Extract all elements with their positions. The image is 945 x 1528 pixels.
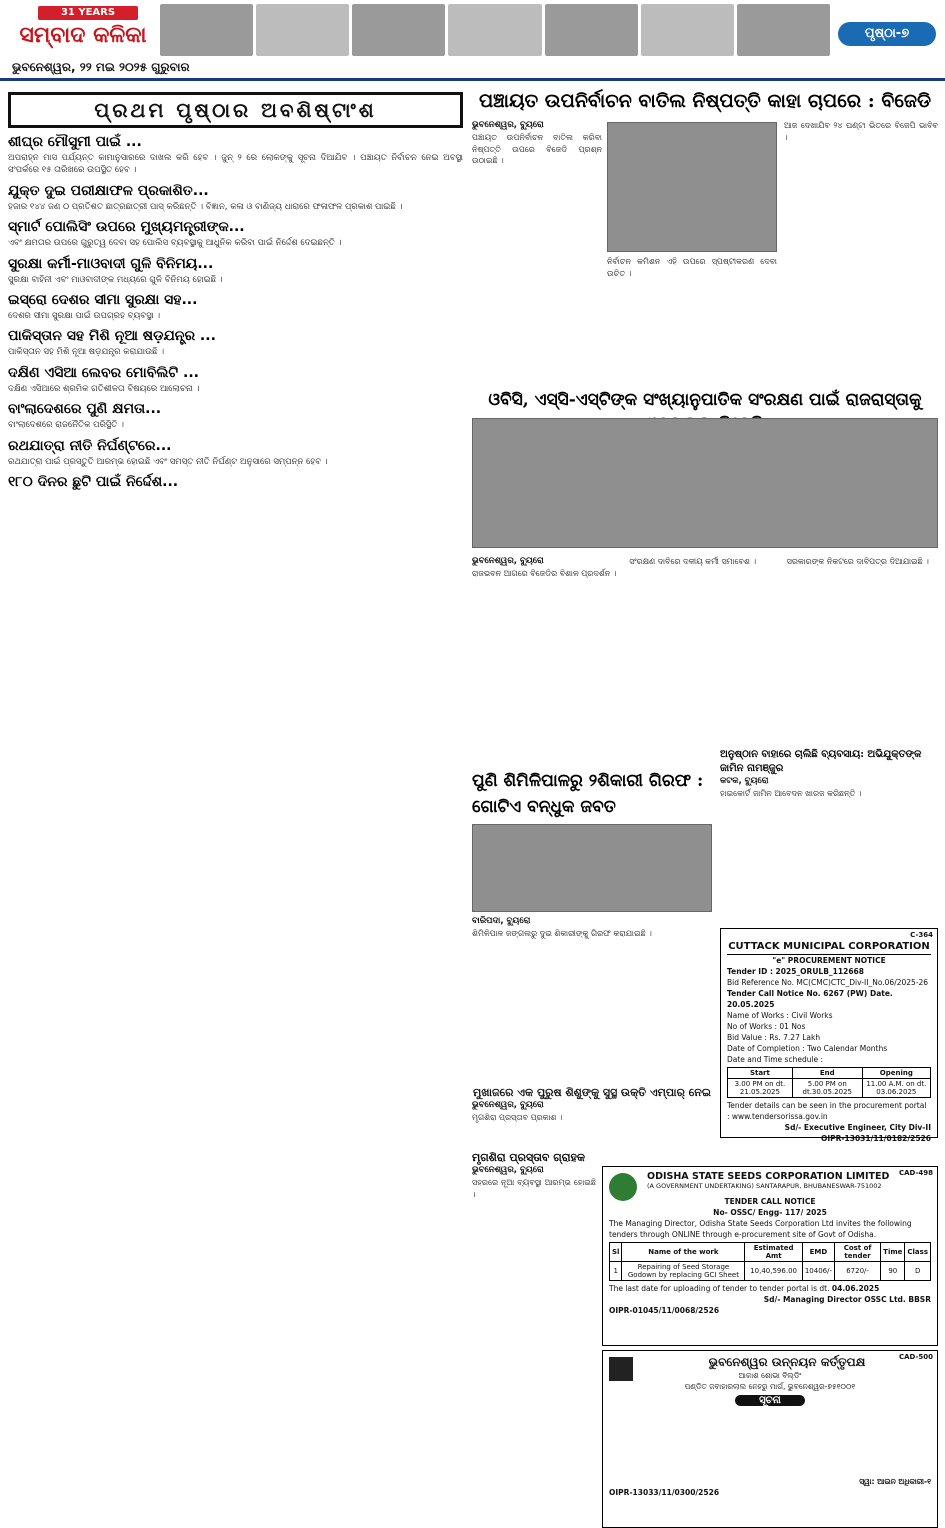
ad-portal: Tender details can be seen in the procurement portal : www.tendersorissa.gov.in [727, 1101, 927, 1121]
ad-tag: CAD-500 [898, 1353, 933, 1361]
temple-photo [160, 4, 253, 56]
ad-call-no: Tender Call Notice No. 6267 (PW) Date. 20.05.2025 [727, 989, 893, 1009]
section-bangladesh [8, 401, 463, 431]
ad-tender-label: TENDER CALL NOTICE [724, 1197, 816, 1206]
table-head: Sl [610, 1243, 622, 1262]
ad-tender-no: No- OSSC/ Engg- 117/ 2025 [713, 1208, 827, 1217]
anniversary-badge: 31 YEARS [38, 6, 138, 20]
brand-name: ସମ୍ବାଦ କଳିକା [19, 22, 147, 48]
story-headline: ଓବିସି, ଏସ୍ସି-ଏସ୍ଟିଙ୍କ ସଂଖ୍ୟାନୁପାତିକ ସଂରକ୍ଷଣ ପାଇଁ ରାଜରାସ୍ତାକୁ [488, 390, 922, 410]
dateline: ଭୁବନେଶ୍ୱର, ୨୨ ମଇ ୨୦୨୫ ଗୁରୁବାର [12, 60, 190, 74]
story-text: ସହରରେ ନୂଆ ବ୍ୟବସ୍ଥା ଆରମ୍ଭ ହୋଇଛି । [472, 1178, 596, 1199]
story-panchayat-bypoll [472, 88, 938, 388]
table-head: Name of the work [622, 1243, 745, 1262]
ad-title: ଭୁବନେଶ୍ୱର ଉନ୍ନୟନ କର୍ତ୍ତୃପକ୍ଷ [708, 1355, 866, 1369]
schedule-head: End [792, 1068, 862, 1079]
notice-label: ସୂଚନା [735, 1395, 805, 1406]
section-text: ଦକ୍ଷିଣ ଏସିଆରେ ଶ୍ରମିକ ଗତିଶୀଳତା ବିଷୟରେ ଆଲୋଚନା । [8, 383, 200, 394]
monument-photo [737, 4, 830, 56]
story-byline: କଟକ, ବ୍ୟୁରୋ [720, 776, 769, 786]
masthead-rule [0, 78, 945, 81]
ad-completion: Date of Completion : Two Calendar Months [727, 1044, 888, 1053]
section-head: ୧୮୦ ଦିନର ଛୁଟି ପାଇଁ ନିର୍ଦ୍ଦେଶ... [8, 474, 179, 491]
story-headline: ପଞ୍ଚାୟତ ଉପନିର୍ବାଚନ ବାତିଲ ନିଷ୍ପତ୍ତି କାହା ଚାପରେ : ବିଜେଡି [478, 90, 932, 112]
schedule-head: Opening [862, 1068, 930, 1079]
sub-story-text: ମୃଗଶିରା ପ୍ରସ୍ତାବ ପ୍ରକାଶ । [472, 1113, 563, 1122]
section-head: ଇସ୍ରୋ ଦେଶର ସୀମା ସୁରକ୍ଷା ସହ... [8, 292, 198, 309]
ad-tag: C-364 [910, 931, 933, 939]
masthead [0, 0, 945, 80]
table-head: Estimated Amt [745, 1243, 802, 1262]
ad-signature: Sd/- Managing Director OSSC Ltd. BBSR [763, 1295, 931, 1304]
section-labour-mobility [8, 365, 463, 395]
story-col-3: ସରକାରଙ୍କ ନିକଟରେ ଦାବିପତ୍ର ଦିଆଯାଇଛି । [786, 557, 929, 566]
section-smart-policing [8, 219, 463, 249]
ad-oipr: OIPR-13033/11/0300/2526 [609, 1488, 720, 1497]
schedule-cell: 3.00 PM on dt. 21.05.2025 [728, 1079, 793, 1098]
section-text: ପାକିସ୍ତାନ ସହ ମିଶି ନୂଆ ଷଡ଼ଯନ୍ତ୍ର କରାଯାଉଛି । [8, 347, 165, 358]
story-text-bottom: ନିର୍ବାଚନ କମିଶନ ଏହି ଉପରେ ସ୍ପଷ୍ଟୀକରଣ ଦେବା ଉଚିତ । [607, 257, 777, 278]
ad-signature: Sd/- Executive Engineer, City Div-II [784, 1123, 931, 1132]
section-head: ସ୍ମାର୍ଟ ପୋଲିସିଂ ଉପରେ ମୁଖ୍ୟମନ୍ତ୍ରୀଙ୍କ... [8, 219, 245, 236]
bda-notice-ad [602, 1350, 938, 1528]
story-similipal-poachers [472, 768, 712, 1138]
section-pakistan [8, 328, 463, 358]
table-cell: Repairing of Seed Storage Godown by replacing GCI Sheet [622, 1262, 745, 1281]
continuation-column [8, 92, 463, 1442]
sub-story-headline: ମୁଖାଜରେ ଏକ ପୁରୁଷ ଶିଶୁଙ୍କୁ ସୁସ୍ଥ ଉକ୍ତି ଏମ୍ପାର୍ ନେଇ [473, 1086, 711, 1099]
page-number-badge: ପୃଷ୍ଠା-୭ [838, 22, 936, 46]
section-text: ଅପରାହ୍ନ ମାସ ପର୍ଯ୍ୟନ୍ତ କାମାନୁସାରରେ ଦାଖଲ କରି ହେବ । ଜୁନ୍ ୨ ରେ ଲୋକଙ୍କୁ ସୂଚନା ଦିଆଯିବ । ପଞ୍ଚାୟତ ନିର୍ବାଚନ ନେଇ ଅବସ୍ଥା ସଂପର୍କରେ ୧୫ ତାରିଖରେ ଉପସ୍ଥିତ ହେବ । [8, 153, 463, 176]
table-cell: 10406/- [802, 1262, 834, 1281]
story-text-right: ଆଜ ଦେଖାଯିବ ୨୪ ଘଣ୍ଟା ଭିତରେ ବିଜେପି ଭାବିବ । [784, 121, 938, 142]
section-head: ଶୀଘ୍ର ମୌସୁମୀ ପାଇଁ ... [8, 134, 142, 150]
ad-tender-id: Tender ID : 2025_ORULB_112668 [727, 967, 864, 976]
section-head: ପାକିସ୍ତାନ ସହ ମିଶି ନୂଆ ଷଡ଼ଯନ୍ତ୍ର ... [8, 328, 216, 345]
section-180-days-leave [8, 474, 463, 490]
ad-signature: ସ୍ୱା: ଆଇନ ଅଧିକାରୀ-୧ [859, 1477, 931, 1486]
table-cell: 1 [610, 1262, 622, 1281]
section-head: ରଥଯାତ୍ରା ନୀତି ନିର୍ଘଣ୍ଟରେ... [8, 437, 172, 454]
story-text-left [472, 120, 602, 380]
ossc-logo-icon [609, 1173, 637, 1201]
story-mrigashira [472, 1150, 596, 1440]
schedule-head: Start [728, 1068, 793, 1079]
table-head: Cost of tender [834, 1243, 880, 1262]
table-head: Time [881, 1243, 905, 1262]
protest-photo [472, 418, 938, 548]
section-plus-two-results [8, 183, 463, 213]
ad-description: The Managing Director, Odisha State Seeds Corporation Ltd invites the following tenders through ONLINE through e-procurement site of Govt of Odisha. [609, 1219, 912, 1239]
ad-address: ପଣ୍ଡିତ ଜବାହାରଲାଲ ନେହରୁ ମାର୍ଗ, ଭୁବନେଶ୍ୱର-୭୫୧୦୦୧ [684, 1382, 856, 1391]
cmc-procurement-ad [720, 928, 938, 1143]
newspaper-logo [8, 6, 158, 54]
story-text: ଶିମିଳିପାଳ ଜଙ୍ଗଲରୁ ଦୁଇ ଶିକାରୀଙ୍କୁ ଗିରଫ କରାଯାଇଛି । [472, 929, 652, 938]
story-text: ହାଇକୋର୍ଟ ଜାମିନ ଆବେଦନ ଖାରଜ କରିଛନ୍ତି । [720, 789, 862, 798]
landscape-photo [256, 4, 349, 56]
politician-photo [607, 122, 777, 252]
table-head: EMD [802, 1243, 834, 1262]
story-byline: ଭୁବନେଶ୍ୱର, ବ୍ୟୁରୋ [472, 556, 544, 566]
continuation-banner: ପ୍ରଥମ ପୃଷ୍ଠାର ଅବଶିଷ୍ଟାଂଶ [8, 92, 463, 128]
ossc-tender-ad [602, 1166, 938, 1346]
table-cell: 10,40,596.00 [745, 1262, 802, 1281]
ad-schedule-table [727, 1067, 931, 1098]
bda-logo-icon [609, 1357, 633, 1381]
ad-last-date [609, 1283, 931, 1294]
ad-last-date-label: The last date for uploading of tender to tender portal is dt. [609, 1284, 830, 1293]
children-photo [448, 4, 541, 56]
story-text: ପଞ୍ଚାୟତ ଉପନିର୍ବାଚନ ବାତିଲ କରିବା ନିଷ୍ପତ୍ତି ଉପରେ ବିଜେଡି ପ୍ରଶ୍ନ ଉଠାଇଛି । [472, 133, 602, 166]
ad-works: Name of Works : Civil Works [727, 1011, 833, 1020]
story-bjd-reservation-protest [472, 388, 938, 766]
sub-story-byline: ଭୁବନେଶ୍ୱର, ବ୍ୟୁରୋ [472, 1100, 544, 1110]
story-col-1 [472, 556, 623, 764]
ad-schedule-label: Date and Time schedule : [727, 1055, 824, 1064]
ad-title: ODISHA STATE SEEDS CORPORATION LIMITED [647, 1171, 890, 1182]
section-text: ରଥଯାତ୍ରା ପାଇଁ ପ୍ରସ୍ତୁତି ଆରମ୍ଭ ହୋଇଛି ଏବଂ ସମସ୍ତ ନୀତି ନିର୍ଘଣ୍ଟ ଅନୁସାରେ ସମ୍ପନ୍ନ ହେବ । [8, 456, 328, 467]
handicraft-photo [352, 4, 445, 56]
ad-subtitle: (A GOVERNMENT UNDERTAKING) SANTARAPUR, BHUBANESWAR-751002 [647, 1182, 882, 1190]
story-text: ରାଜଭବନ ଆଗରେ ବିଜେଡିର ବିଶାଳ ପ୍ରଦର୍ଶନ । [472, 569, 617, 578]
section-head: ସୁରକ୍ଷା କର୍ମୀ-ମାଓବାଦୀ ଗୁଳି ବିନିମୟ... [8, 255, 214, 272]
village-photo [545, 4, 638, 56]
ad-notice: "e" PROCUREMENT NOTICE [772, 956, 886, 965]
schedule-cell: 5.00 PM on dt.30.05.2025 [792, 1079, 862, 1098]
ad-oipr: OIPR-01045/11/0068/2526 [609, 1306, 720, 1315]
section-head: ବାଂଲାଦେଶରେ ପୁଣି କ୍ଷମତା... [8, 401, 162, 418]
ad-subtitle: ଆକାଶ ଶୋଭା ବିଲ୍ଡିଂ [738, 1371, 802, 1380]
section-text: ଏବଂ କ୍ଷମତାର ଉପରେ ଗୁରୁତ୍ୱ ଦେବା ସହ ପୋଲିସ ବ୍ୟବସ୍ଥାକୁ ଆଧୁନିକ କରିବା ପାଇଁ ନିର୍ଦ୍ଦେଶ ଦେଇଛନ୍ତି । [8, 238, 342, 249]
news-column [472, 88, 938, 1497]
schedule-cell: 11.00 A.M. on dt. 03.06.2025 [862, 1079, 930, 1098]
table-cell: 90 [881, 1262, 905, 1281]
story-byline: ଭୁବନେଶ୍ୱର, ବ୍ୟୁରୋ [472, 1165, 544, 1175]
ad-oipr: OIPR-13031/11/0182/2526 [820, 1134, 931, 1143]
tribal-art-photo [641, 4, 734, 56]
story-headline: ମୃଗଶିରା ପ୍ରସ୍ତାବ ଗ୍ରାହକ [472, 1151, 585, 1164]
ad-tender-table [609, 1242, 931, 1281]
story-byline: ଭୁବନେଶ୍ୱର, ବ୍ୟୁରୋ [472, 120, 544, 130]
section-text: ହଜାର ୧୪୪ ଜଣ ୦ ପ୍ରତିଶତ ଛାତ୍ରଛାତ୍ରୀ ପାସ୍ କରିଛନ୍ତି । ବିଜ୍ଞାନ, କଳା ଓ ବାଣିଜ୍ୟ ଧାରାରେ ଫଳାଫଳ ପ୍ରକାଶ ପାଇଛି । [8, 201, 403, 212]
ad-no-works: No of Works : 01 Nos [727, 1022, 806, 1031]
story-col-2: ସଂରକ୍ଷଣ ଦାବିରେ ଦଳୀୟ କର୍ମୀ ସମାବେଶ । [629, 557, 757, 566]
section-isro [8, 292, 463, 322]
ad-bid-value: Bid Value : Rs. 7.27 Lakh [727, 1033, 821, 1042]
ad-last-date-value: 04.06.2025 [831, 1284, 880, 1293]
ad-title: CUTTACK MUNICIPAL CORPORATION [727, 941, 931, 955]
section-rathayatra [8, 438, 463, 468]
section-text: ସୁରକ୍ଷା ବାହିନୀ ଏବଂ ମାଓବାଦୀଙ୍କ ମଧ୍ୟରେ ଗୁଳି ବିନିମୟ ହୋଇଛି । [8, 274, 223, 285]
story-columns [472, 556, 938, 764]
story-headline: ପୁଣି ଶିମିଳିପାଳରୁ ୨ଶିକାରୀ ଗିରଫ : ଗୋଟିଏ ବନ୍ଧୁକ ଜବତ [472, 771, 704, 817]
table-cell: 6720/- [834, 1262, 880, 1281]
section-head: ଯୁକ୍ତ ଦୁଇ ପରୀକ୍ଷାଫଳ ପ୍ରକାଶିତ... [8, 182, 209, 199]
ad-bid-ref: Bid Reference No. MC(CMC)CTC_Div-II_No.06/2025-26 [727, 978, 929, 987]
section-head: ଦକ୍ଷିଣ ଏସିଆ ଲେବର ମୋବିଲିଟି ... [8, 364, 199, 381]
section-early-monsoon [8, 134, 463, 177]
story-byline: ବାରିପଦା, ବ୍ୟୁରୋ [472, 916, 531, 926]
story-headline: ଅନୁଷ୍ଠାନ ବାହାରେ ଚାଲିଛି ବ୍ୟବସାୟ: ଅଭିଯୁକ୍ତଙ୍କ ଜାମିନ ନାମଞ୍ଜୁର [720, 749, 922, 774]
section-security-maoist [8, 256, 463, 286]
table-cell: D [905, 1262, 931, 1281]
section-text: ବାଂଲାଦେଶରେ ରାଜନୈତିକ ପରିସ୍ଥିତି । [8, 420, 124, 431]
table-head: Class [905, 1243, 931, 1262]
section-text: ଦେଶର ସୀମା ସୁରକ୍ଷା ପାଇଁ ଉପଗ୍ରହ ବ୍ୟବସ୍ଥା । [8, 311, 161, 322]
masthead-photo-strip [160, 4, 830, 56]
arrested-poachers-photo [472, 824, 712, 912]
ad-side-tag: CAD-498 [898, 1169, 933, 1177]
story-court-bail [720, 748, 938, 926]
